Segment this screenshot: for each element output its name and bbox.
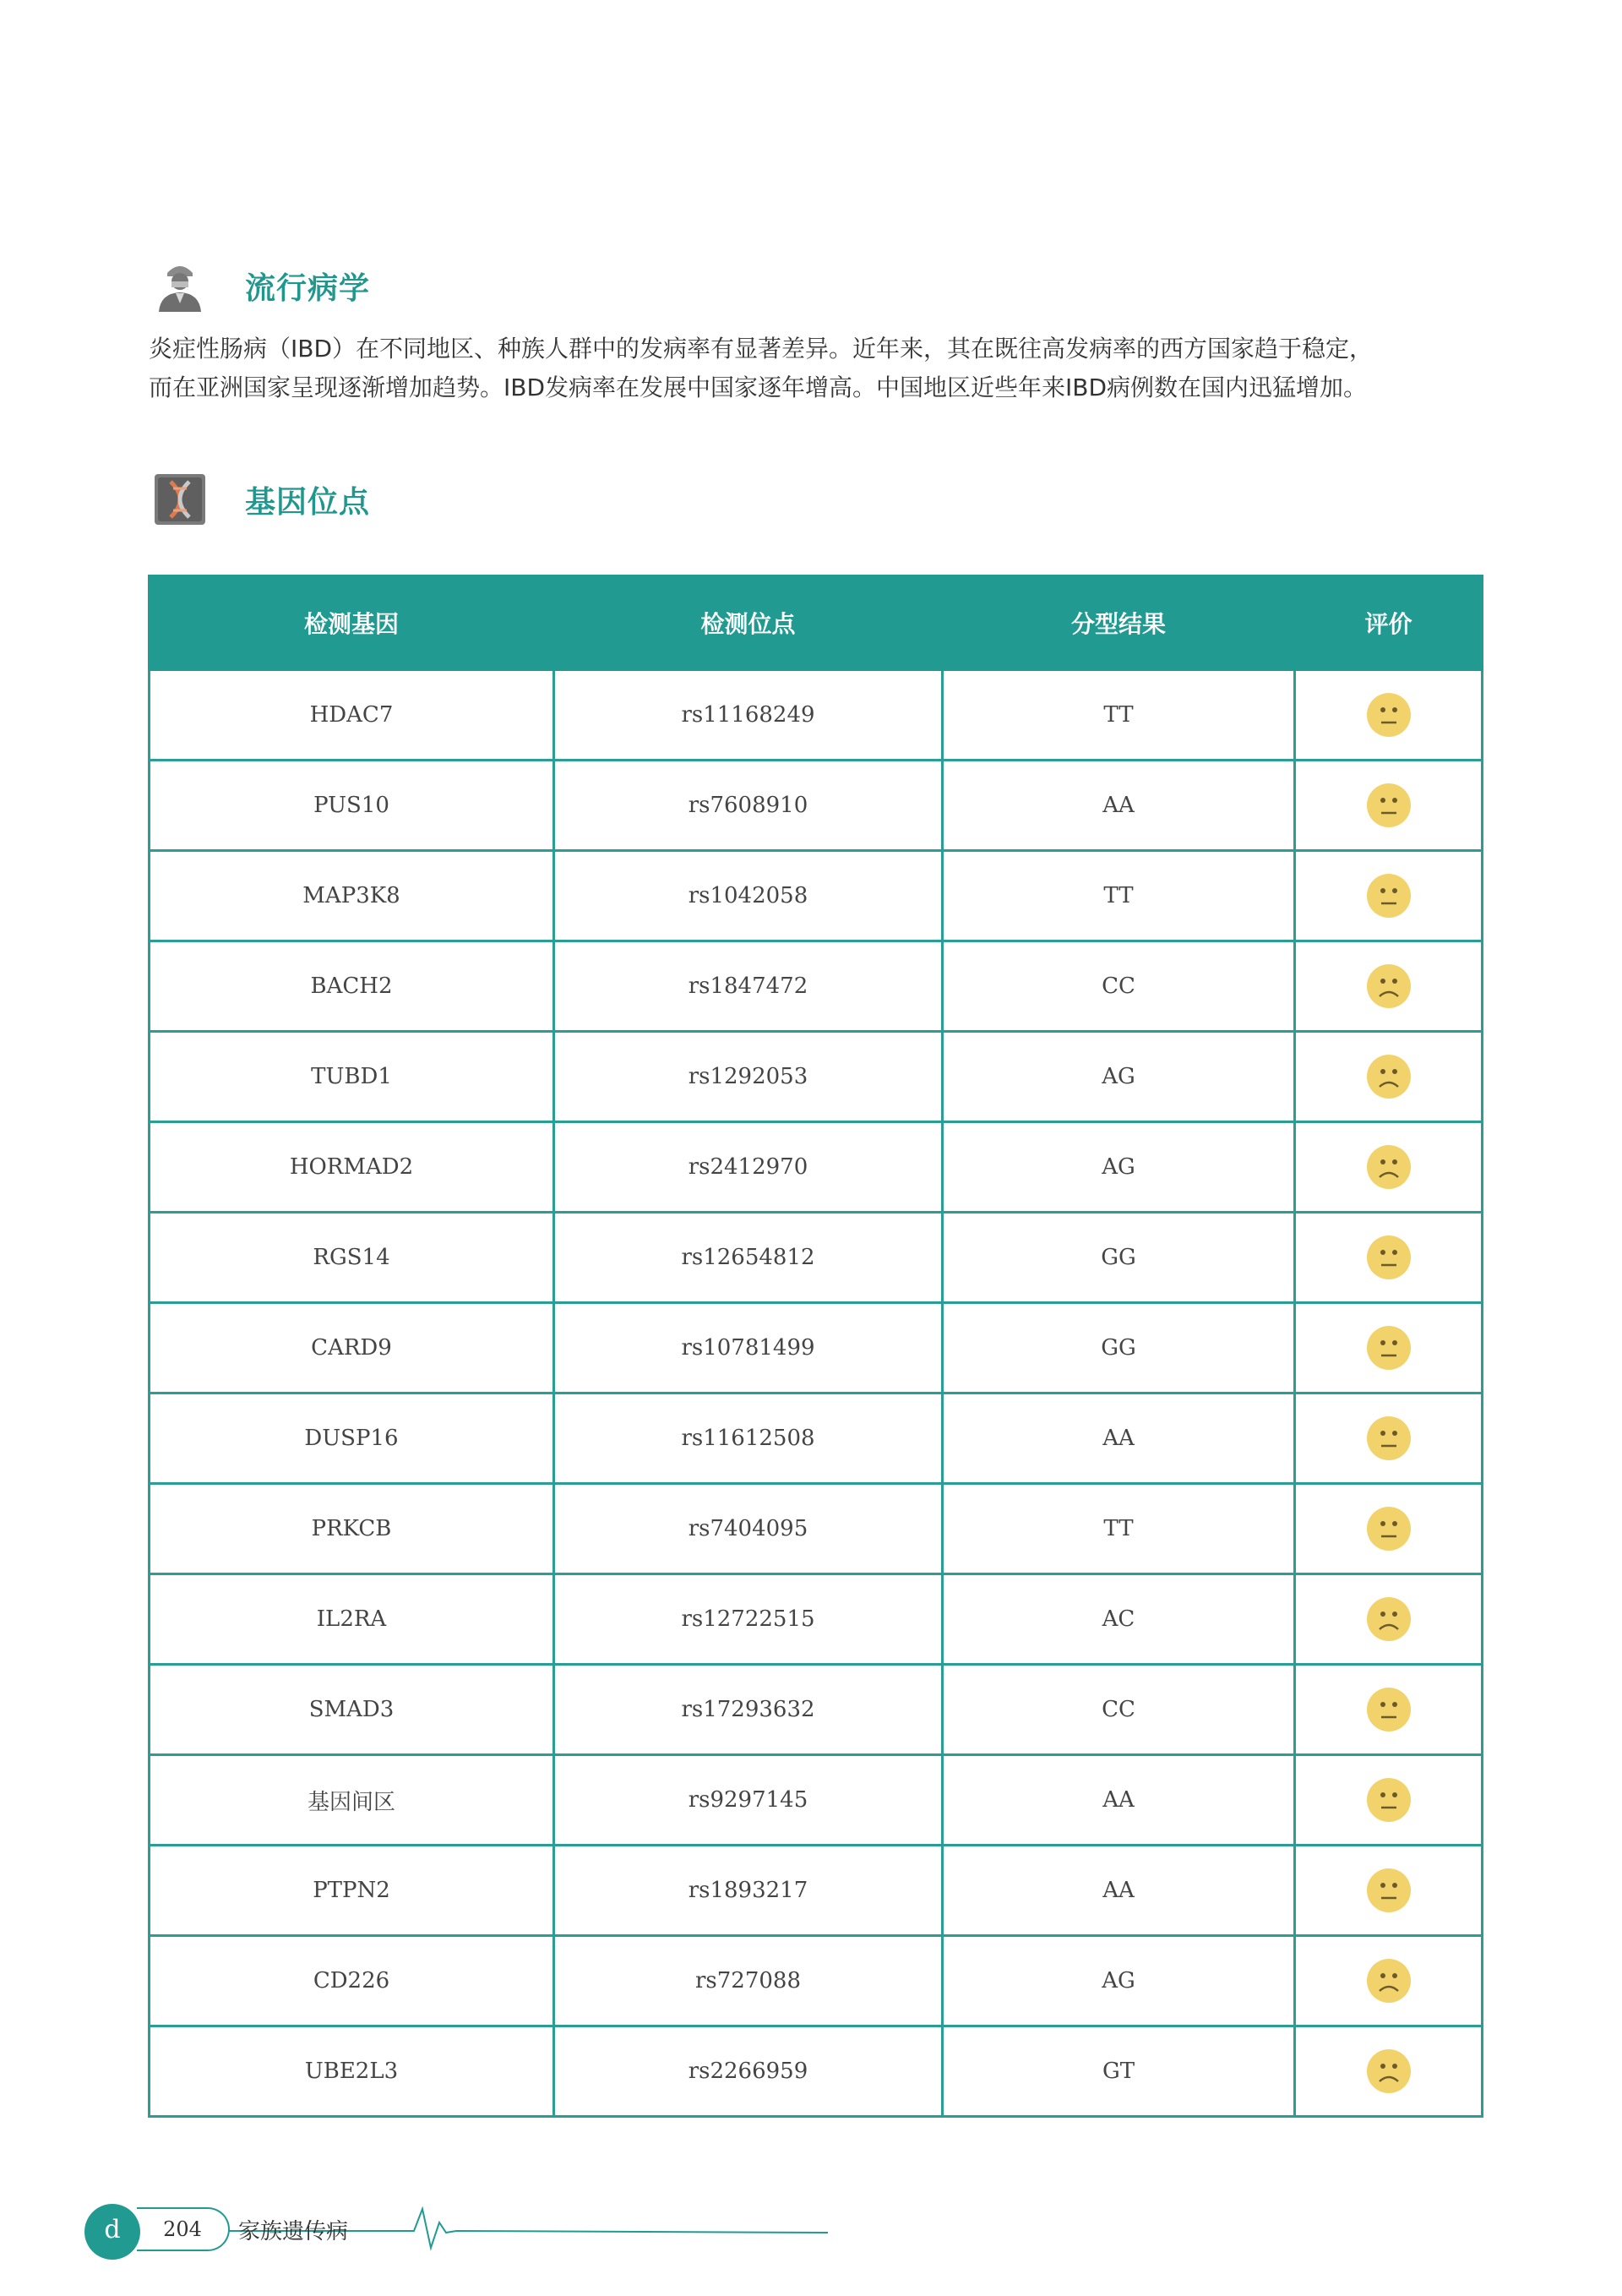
cell-genotype: AG (943, 1032, 1295, 1122)
neutral-face-icon (1365, 1234, 1412, 1281)
cell-rating (1295, 1484, 1483, 1574)
table-row (150, 1303, 1483, 1393)
cell-gene: CARD9 (150, 1303, 554, 1393)
chapter-title: 家族遗传病 (238, 2219, 349, 2244)
cell-genotype: AA (943, 1393, 1295, 1484)
cell-genotype: AA (943, 1846, 1295, 1936)
cell-genotype: TT (943, 1484, 1295, 1574)
cell-locus: rs727088 (554, 1936, 943, 2026)
cell-genotype: AG (943, 1122, 1295, 1213)
neutral-face-icon (1365, 872, 1412, 919)
dna-icon (150, 470, 210, 529)
header-genotype: 分型结果 (943, 576, 1295, 670)
cell-rating (1295, 1303, 1483, 1393)
cell-rating (1295, 761, 1483, 851)
neutral-face-icon (1365, 1776, 1412, 1824)
sad-face-icon (1365, 2048, 1412, 2095)
table-row (150, 851, 1483, 941)
cell-locus: rs7608910 (554, 761, 943, 851)
sad-face-icon (1365, 963, 1412, 1010)
cell-rating (1295, 941, 1483, 1032)
gene-loci-table (148, 575, 1483, 2118)
cell-locus: rs12654812 (554, 1213, 943, 1303)
cell-gene: PUS10 (150, 761, 554, 851)
cell-locus: rs10781499 (554, 1303, 943, 1393)
neutral-face-icon (1365, 782, 1412, 829)
cell-genotype: AC (943, 1574, 1295, 1665)
cell-genotype: CC (943, 941, 1295, 1032)
cell-genotype: GT (943, 2026, 1295, 2117)
cell-locus: rs12722515 (554, 1574, 943, 1665)
cell-gene: TUBD1 (150, 1032, 554, 1122)
cell-rating (1295, 1846, 1483, 1936)
cell-rating (1295, 1122, 1483, 1213)
table-row (150, 761, 1483, 851)
cell-genotype: AG (943, 1936, 1295, 2026)
neutral-face-icon (1365, 1867, 1412, 1914)
neutral-face-icon (1365, 691, 1412, 739)
header-locus: 检测位点 (554, 576, 943, 670)
table-row (150, 1665, 1483, 1755)
table-row (150, 1122, 1483, 1213)
cell-locus: rs11612508 (554, 1393, 943, 1484)
cell-genotype: TT (943, 851, 1295, 941)
header-rating: 评价 (1295, 576, 1483, 670)
section-title: 流行病学 (245, 270, 371, 306)
table-row (150, 1393, 1483, 1484)
cell-rating (1295, 1665, 1483, 1755)
cell-gene: DUSP16 (150, 1393, 554, 1484)
cell-rating (1295, 1936, 1483, 2026)
header-gene: 检测基因 (150, 576, 554, 670)
cell-rating (1295, 1574, 1483, 1665)
page-number: 204 (137, 2207, 230, 2251)
cell-gene: HDAC7 (150, 670, 554, 761)
cell-locus: rs2266959 (554, 2026, 943, 2117)
sad-face-icon (1365, 1143, 1412, 1191)
section-gene-loci-header (150, 470, 370, 529)
cell-gene: SMAD3 (150, 1665, 554, 1755)
cell-gene: MAP3K8 (150, 851, 554, 941)
page-footer (84, 2189, 845, 2273)
cell-locus: rs1893217 (554, 1846, 943, 1936)
neutral-face-icon (1365, 1505, 1412, 1552)
cell-rating (1295, 851, 1483, 941)
neutral-face-icon (1365, 1686, 1412, 1733)
cell-locus: rs1042058 (554, 851, 943, 941)
cell-locus: rs9297145 (554, 1755, 943, 1846)
table-header-row (150, 576, 1483, 670)
cell-locus: rs1292053 (554, 1032, 943, 1122)
sad-face-icon (1365, 1053, 1412, 1100)
section-epidemiology-header (150, 256, 370, 315)
cell-rating (1295, 670, 1483, 761)
cell-rating (1295, 1393, 1483, 1484)
table-row (150, 1213, 1483, 1303)
table-row (150, 1846, 1483, 1936)
footer-letter-badge: d (84, 2204, 140, 2260)
cell-gene: IL2RA (150, 1574, 554, 1665)
cell-genotype: GG (943, 1303, 1295, 1393)
cell-gene: PRKCB (150, 1484, 554, 1574)
sad-face-icon (1365, 1595, 1412, 1643)
cell-locus: rs17293632 (554, 1665, 943, 1755)
cell-locus: rs1847472 (554, 941, 943, 1032)
cell-gene: 基因间区 (150, 1755, 554, 1846)
cell-gene: CD226 (150, 1936, 554, 2026)
paragraph-line: 而在亚洲国家呈现逐渐增加趋势。IBD发病率在发展中国家逐年增高。中国地区近些年来IBD病例数在国内迅猛增加。 (149, 374, 1368, 401)
cell-locus: rs2412970 (554, 1122, 943, 1213)
section-title: 基因位点 (245, 484, 371, 520)
cell-locus: rs11168249 (554, 670, 943, 761)
table-row (150, 1574, 1483, 1665)
cell-gene: HORMAD2 (150, 1122, 554, 1213)
table-row (150, 2026, 1483, 2117)
table-row (150, 941, 1483, 1032)
sad-face-icon (1365, 1957, 1412, 2004)
doctor-icon (150, 256, 210, 315)
table-row (150, 670, 1483, 761)
cell-rating (1295, 1755, 1483, 1846)
cell-gene: UBE2L3 (150, 2026, 554, 2117)
neutral-face-icon (1365, 1324, 1412, 1372)
cell-genotype: GG (943, 1213, 1295, 1303)
paragraph-line: 炎症性肠病（IBD）在不同地区、种族人群中的发病率有显著差异。近年来，其在既往高发病率的西方国家趋于稳定， (149, 335, 1374, 363)
cell-rating (1295, 1213, 1483, 1303)
cell-gene: RGS14 (150, 1213, 554, 1303)
cell-gene: BACH2 (150, 941, 554, 1032)
cell-genotype: CC (943, 1665, 1295, 1755)
table-row (150, 1032, 1483, 1122)
cell-genotype: AA (943, 1755, 1295, 1846)
table-row (150, 1484, 1483, 1574)
table-row (150, 1755, 1483, 1846)
epidemiology-paragraph (149, 330, 1483, 407)
cell-rating (1295, 1032, 1483, 1122)
cell-genotype: AA (943, 761, 1295, 851)
cell-locus: rs7404095 (554, 1484, 943, 1574)
table-row (150, 1936, 1483, 2026)
cell-gene: PTPN2 (150, 1846, 554, 1936)
neutral-face-icon (1365, 1415, 1412, 1462)
cell-genotype: TT (943, 670, 1295, 761)
cell-rating (1295, 2026, 1483, 2117)
